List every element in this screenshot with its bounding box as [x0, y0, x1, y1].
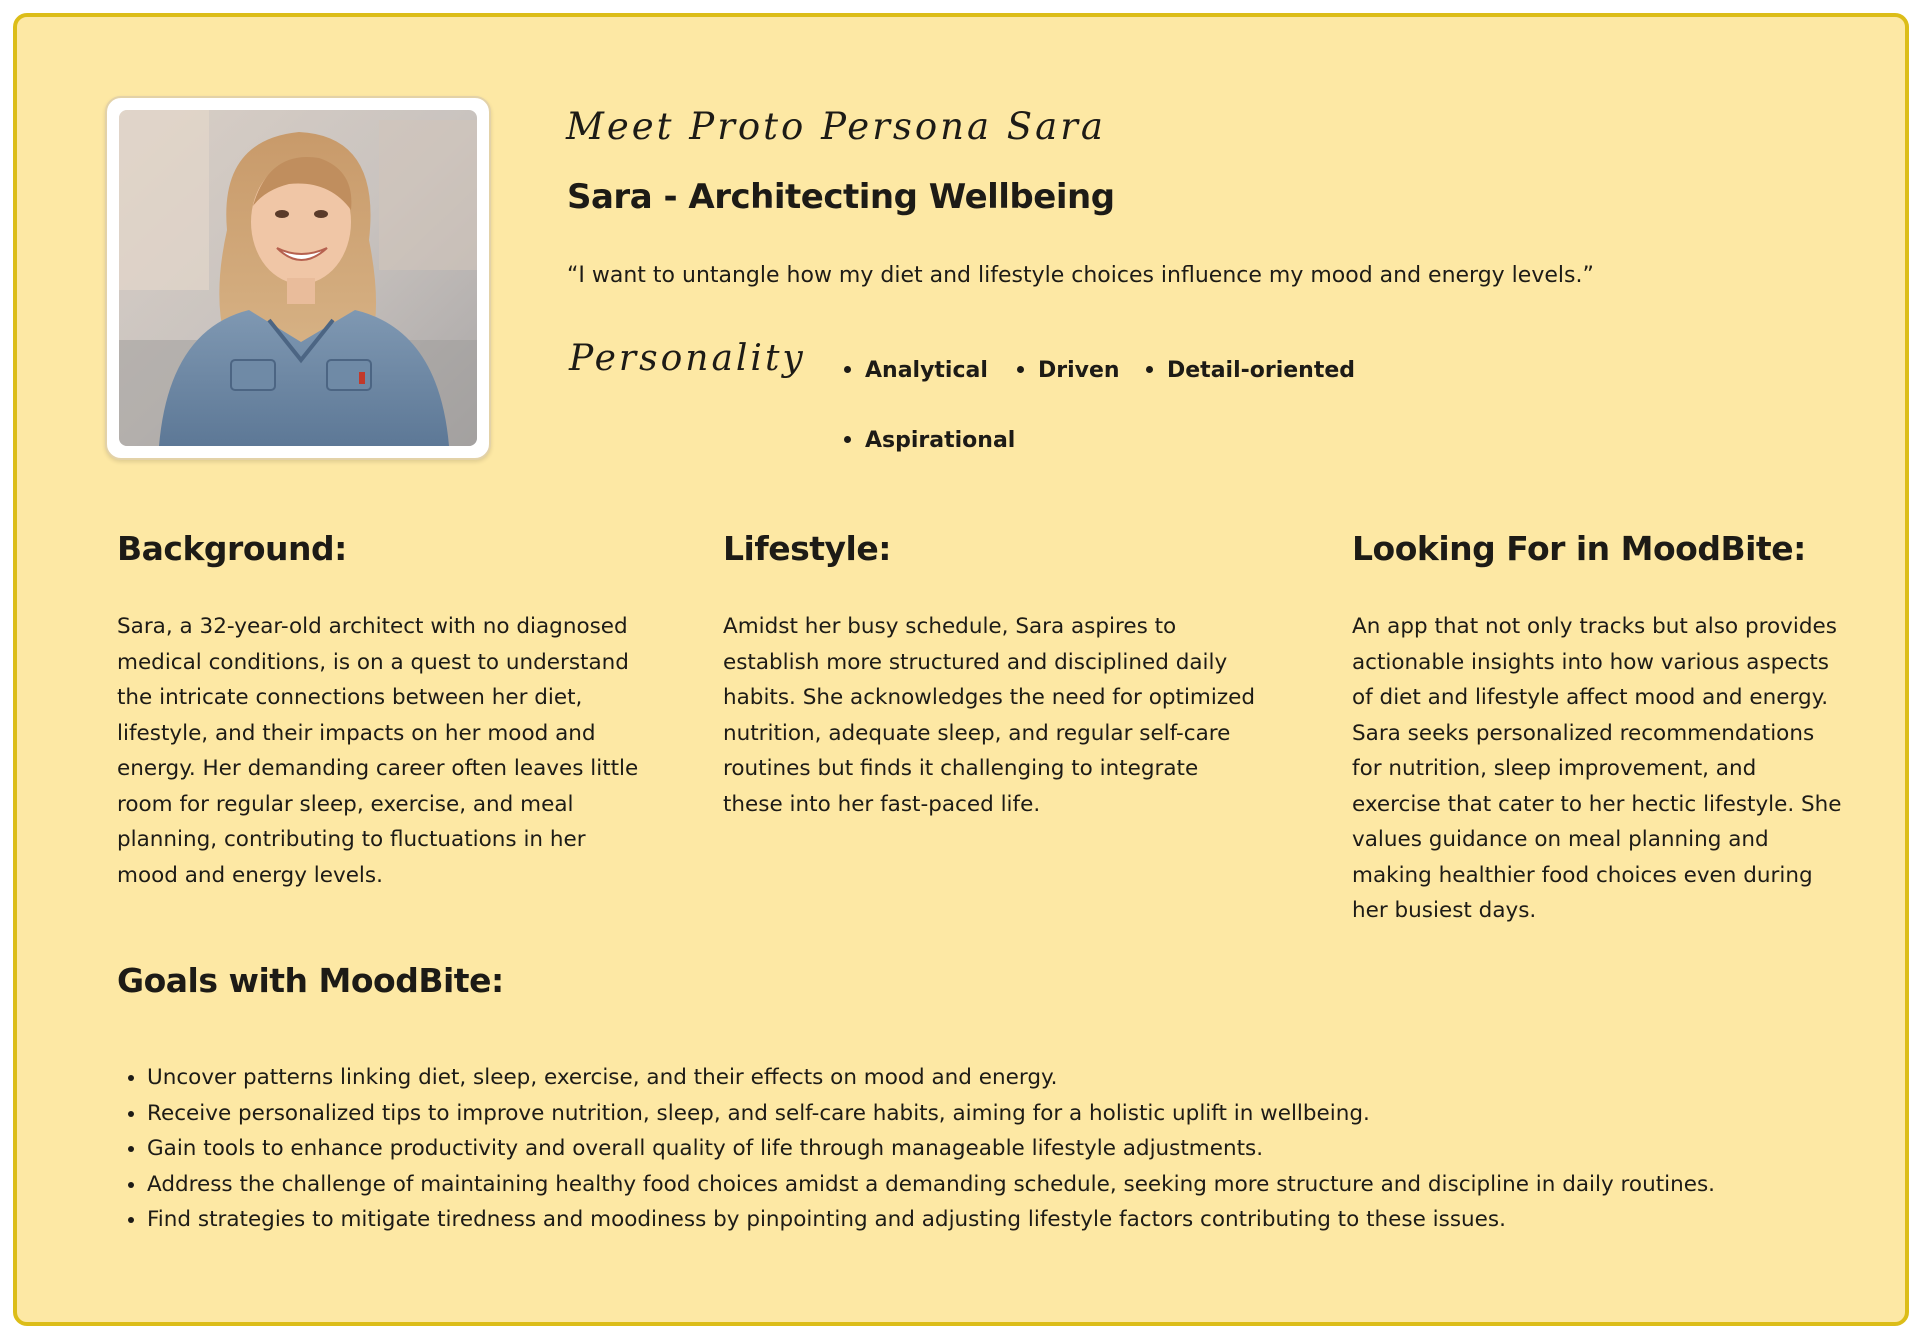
lifestyle-heading: Lifestyle:: [723, 529, 891, 568]
bullet-dot: [1146, 366, 1153, 373]
goal-item: • Uncover patterns linking diet, sleep, exercise, and their effects on mood and energy.: [147, 1060, 1847, 1096]
background-heading: Background:: [117, 529, 347, 568]
bullet-dot: [844, 436, 851, 443]
goal-item: • Find strategies to mitigate tiredness and moodiness by pinpointing and adjusting lifestyle factors contributing to these issues.: [147, 1202, 1847, 1238]
trait-label: Analytical: [865, 358, 988, 383]
trait-label: Driven: [1038, 358, 1120, 383]
persona-card: [13, 13, 1909, 1326]
background-text: Sara, a 32-year-old architect with no diagnosed medical conditions, is on a quest to understand the intricate connections between her diet, lifestyle, and their impacts on her mood and energy. Her demanding career often leaves little room for regular sleep, exercise, and meal planning, contributing to fluctuations in her mood and energy levels.: [117, 614, 639, 888]
goal-item: • Address the challenge of maintaining healthy food choices amidst a demanding schedule, seeking more structure and discipline in daily routines.: [147, 1167, 1847, 1203]
goals-list: [113, 1060, 1847, 1238]
trait-aspirational: [844, 428, 1015, 453]
persona-name-heading: Sara - Architecting Wellbeing: [567, 177, 1115, 217]
meet-persona-title: Meet Proto Persona Sara: [566, 105, 1106, 148]
bullet-dot: [1017, 366, 1024, 373]
personality-label: Personality: [569, 338, 806, 379]
trait-label: Detail-oriented: [1167, 358, 1356, 383]
goals-heading: Goals with MoodBite:: [117, 961, 504, 1000]
trait-driven: [1017, 358, 1120, 383]
bullet-dot: [844, 366, 851, 373]
persona-photo: [119, 110, 477, 446]
goal-item: • Gain tools to enhance productivity and overall quality of life through manageable lifestyle adjustments.: [147, 1131, 1847, 1167]
looking-for-heading: Looking For in MoodBite:: [1352, 529, 1806, 568]
trait-label: Aspirational: [865, 428, 1016, 453]
persona-quote: “I want to untangle how my diet and lifestyle choices influence my mood and energy levels.”: [567, 263, 1594, 288]
lifestyle-text: Amidst her busy schedule, Sara aspires to establish more structured and disciplined daily habits. She acknowledges the need for optimized nutrition, adequate sleep, and regular self-care routines but finds it challenging to integrate these into her fast-paced life.: [723, 614, 1255, 817]
trait-detail-oriented: [1146, 358, 1355, 383]
persona-photo-frame: [105, 96, 491, 460]
looking-for-text: An app that not only tracks but also provides actionable insights into how various aspects of diet and lifestyle affect mood and energy. Sara seeks personalized recommendations for nutrition, sleep improvement, and exercise that cater to her hectic lifestyle. She values guidance on meal planning and making healthier food choices even during her busiest days.: [1352, 614, 1842, 923]
trait-analytical: [844, 358, 988, 383]
goal-item: • Receive personalized tips to improve nutrition, sleep, and self-care habits, aiming for a holistic uplift in wellbeing.: [147, 1096, 1847, 1132]
